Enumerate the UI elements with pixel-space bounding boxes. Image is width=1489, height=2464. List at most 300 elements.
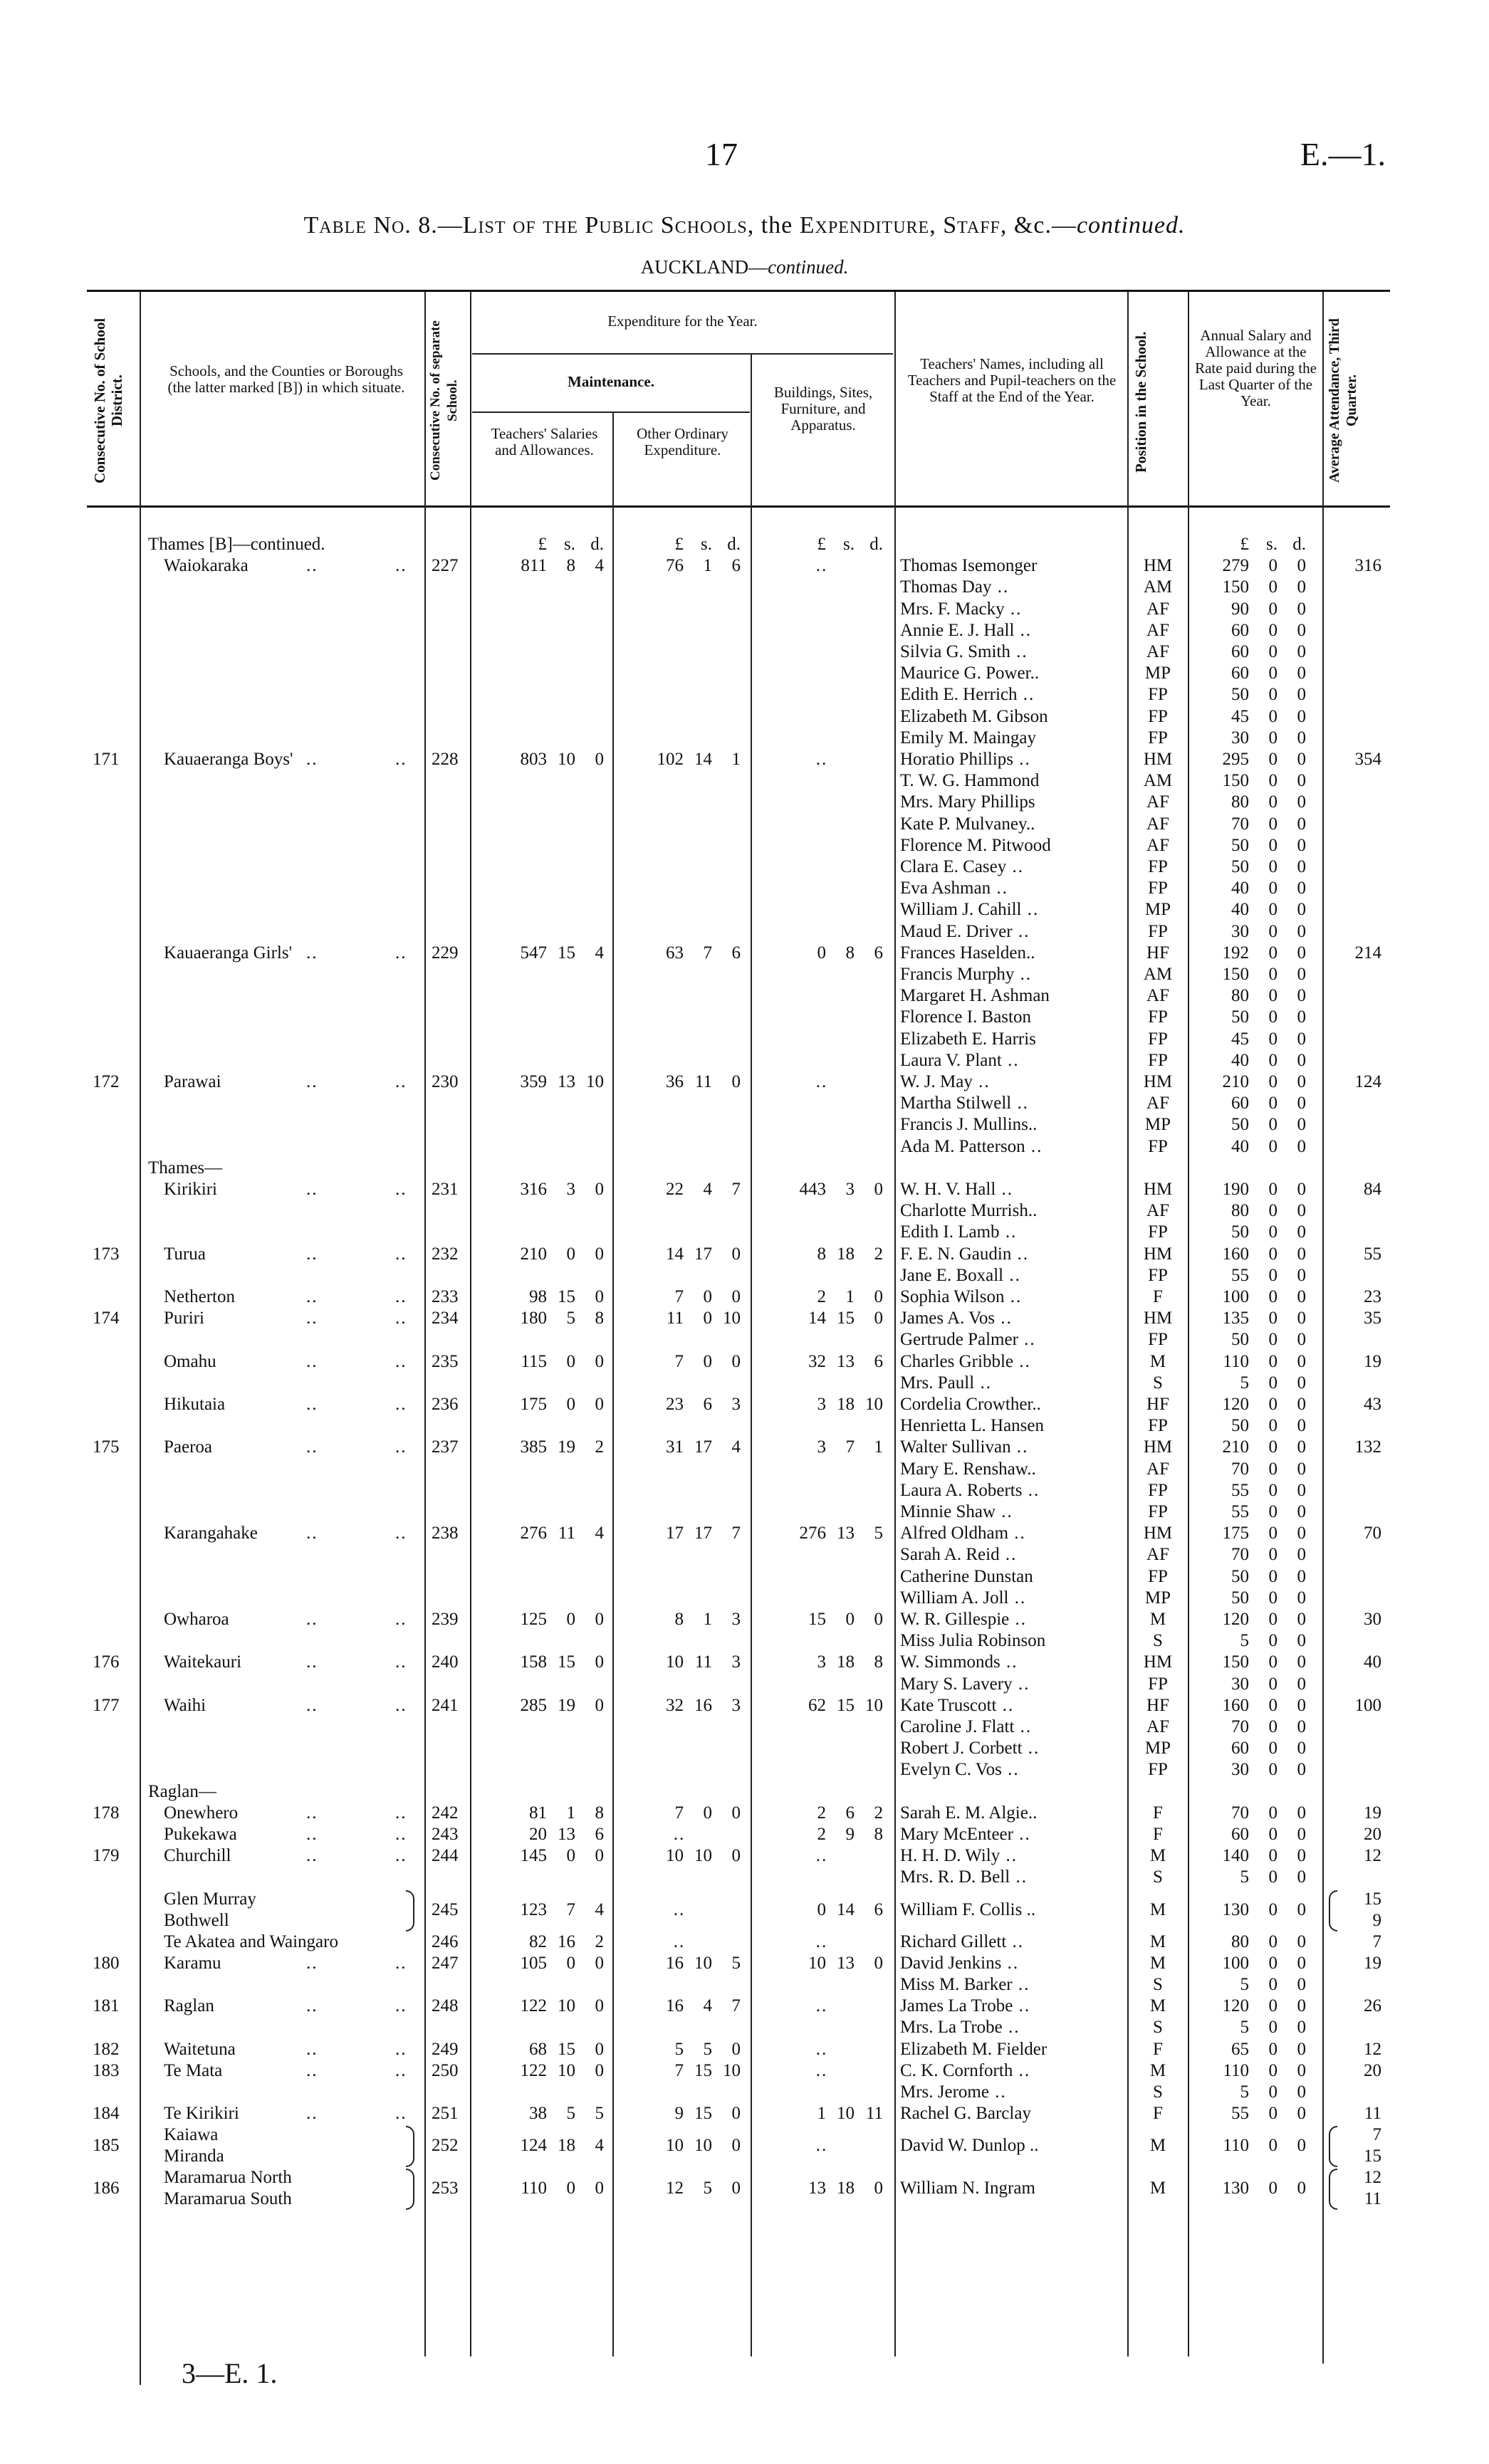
other-expenditure-amount: [618, 1953, 741, 1974]
salaries-amount: [481, 2178, 604, 2199]
leader-dots: ..: [306, 1610, 318, 1629]
leader-dots: ..: [395, 1309, 407, 1328]
amount-part: 192: [1222, 943, 1249, 963]
table-row: [0, 1523, 1489, 1544]
school-number: 237: [432, 1437, 459, 1457]
annual-salary: [1184, 1588, 1306, 1609]
annual-salary: [1184, 1738, 1306, 1759]
amount-part: 110: [1223, 1351, 1249, 1371]
salaries-amount: [481, 1308, 604, 1329]
staff-position: M: [1149, 1953, 1166, 1973]
amount-part: 0: [1268, 771, 1278, 791]
amount-part: 210: [1222, 1437, 1249, 1457]
annual-salary: [1184, 749, 1306, 770]
school-number: 247: [432, 1953, 459, 1973]
amount-part: 0: [1268, 685, 1278, 705]
school-number: 250: [432, 2060, 459, 2080]
amount-part: 8: [817, 1244, 826, 1264]
amount-part: 65: [1231, 2039, 1249, 2059]
no-amount: ..: [673, 1931, 686, 1951]
other-expenditure-amount: [618, 1308, 741, 1329]
amount-part: 10: [666, 1652, 684, 1672]
table-row: [0, 1588, 1489, 1609]
amount-part: 60: [1231, 642, 1249, 661]
teacher-name: Jane E. Boxall ..: [900, 1265, 1021, 1286]
amount-part: 0: [1297, 2104, 1306, 2124]
table-row: [0, 1007, 1489, 1028]
other-expenditure-amount: [618, 1899, 741, 1921]
amount-part: 0: [566, 1351, 575, 1371]
amount-part: 443: [799, 1180, 826, 1199]
amount-part: 0: [1297, 943, 1306, 963]
annual-salary: [1184, 985, 1306, 1007]
amount-part: 0: [595, 1610, 604, 1629]
amount-part: 7: [703, 943, 712, 963]
amount-part: 0: [731, 2136, 741, 2156]
staff-position: FP: [1148, 921, 1168, 941]
school-name: Churchill: [164, 1846, 231, 1866]
other-expenditure-amount: [618, 555, 741, 577]
amount-part: 0: [1268, 1717, 1278, 1736]
amount-part: 0: [1268, 1222, 1278, 1242]
annual-salary: [1184, 792, 1306, 813]
annual-salary: [1184, 706, 1306, 728]
amount-part: 0: [1297, 1545, 1306, 1565]
other-expenditure-amount: [618, 1695, 741, 1716]
amount-part: 11: [666, 1309, 684, 1328]
amount-part: 16: [558, 1931, 575, 1951]
amount-part: 0: [595, 2060, 604, 2080]
buildings-amount: [761, 1179, 883, 1200]
teacher-name: Rachel G. Barclay: [900, 2104, 1031, 2124]
amount-part: 0: [566, 1610, 575, 1629]
table-row: [0, 1889, 1489, 1931]
buildings-amount: [761, 1899, 883, 1921]
header-attendance: Average Attendance, Third Quarter.: [1327, 318, 1359, 483]
amount-part: 0: [1268, 1846, 1278, 1866]
annual-salary: [1184, 1695, 1306, 1716]
buildings-amount: [761, 1308, 883, 1329]
amount-part: 0: [1297, 1566, 1306, 1586]
staff-position: F: [1153, 1287, 1163, 1306]
amount-part: 0: [1268, 1996, 1278, 2016]
leader-dots: ..: [395, 943, 407, 963]
buildings-amount: [761, 943, 883, 964]
amount-part: 3: [817, 1652, 826, 1672]
amount-part: 0: [566, 1395, 575, 1414]
salaries-amount: [481, 2060, 604, 2082]
annual-salary: [1184, 1308, 1306, 1329]
amount-part: 0: [595, 1652, 604, 1672]
staff-position: AF: [1146, 1459, 1169, 1479]
amount-part: 8: [595, 1803, 604, 1823]
amount-part: 17: [694, 1524, 712, 1543]
staff-position: FP: [1148, 706, 1168, 726]
amount-part: 122: [520, 1996, 547, 2016]
buildings-amount: [761, 1996, 883, 2017]
salaries-amount: [481, 1931, 604, 1953]
amount-part: 0: [1297, 664, 1306, 683]
amount-part: 6: [874, 1351, 883, 1371]
salaries-amount: [481, 2039, 604, 2060]
table-row: [0, 2103, 1489, 2124]
staff-position: M: [1149, 2179, 1166, 2198]
annual-salary: [1184, 1899, 1306, 1921]
staff-position: HM: [1143, 750, 1173, 769]
table-row: [0, 1609, 1489, 1630]
document-reference: E.—1.: [1300, 136, 1386, 172]
amount-part: 0: [1297, 2060, 1306, 2080]
section-heading-row: [0, 534, 1489, 555]
teacher-name: Elizabeth M. Fielder: [900, 2039, 1047, 2059]
annual-salary: [1184, 599, 1306, 620]
page-footer: 3—E. 1.: [182, 2357, 278, 2389]
amount-part: 0: [1268, 1674, 1278, 1694]
amount-part: 135: [1222, 1309, 1249, 1328]
table-row: [0, 2039, 1489, 2060]
amount-part: 0: [1297, 2179, 1306, 2198]
staff-position: FP: [1148, 1330, 1168, 1350]
no-amount: ..: [673, 1825, 686, 1844]
currency-symbol: £: [674, 535, 684, 554]
amount-part: 0: [1268, 1588, 1278, 1608]
salaries-amount: [481, 1244, 604, 1265]
average-attendance: 12: [1364, 2168, 1381, 2188]
teacher-name: William J. Cahill ..: [900, 899, 1039, 921]
staff-position: AF: [1146, 1201, 1169, 1221]
school-name: Thames—: [148, 1158, 223, 1178]
amount-part: 1: [731, 750, 741, 769]
teacher-name: Mrs. Mary Phillips: [900, 792, 1035, 812]
amount-part: 102: [657, 750, 684, 769]
amount-part: 0: [1297, 620, 1306, 640]
title-part: ,: [929, 212, 944, 238]
amount-part: 0: [1297, 642, 1306, 661]
amount-part: 23: [666, 1395, 684, 1414]
table-row: [0, 1480, 1489, 1501]
amount-part: 18: [837, 1395, 855, 1414]
amount-part: 0: [1297, 792, 1306, 812]
amount-part: 0: [1297, 771, 1306, 791]
amount-part: 0: [1268, 1309, 1278, 1328]
annual-salary: [1184, 1394, 1306, 1415]
annual-salary: [1184, 1996, 1306, 2017]
amount-part: 11: [694, 1072, 712, 1091]
amount-part: 0: [1268, 1029, 1278, 1049]
annual-salary: [1184, 1286, 1306, 1308]
page-number: 17: [705, 136, 738, 172]
teacher-name: Charles Gribble ..: [900, 1351, 1031, 1373]
amount-part: 50: [1231, 1222, 1249, 1242]
currency-symbol: s.: [701, 535, 712, 554]
annual-salary: [1184, 1093, 1306, 1114]
other-expenditure-amount: [618, 1996, 741, 2017]
salaries-amount: [481, 1179, 604, 1200]
header-maintenance: Maintenance.: [568, 373, 654, 390]
amount-part: 0: [1268, 1180, 1278, 1199]
district-number: 177: [93, 1695, 120, 1715]
staff-position: M: [1149, 1996, 1166, 2016]
teacher-name: Richard Gillett ..: [900, 1931, 1024, 1953]
table-row: [0, 921, 1489, 943]
amount-part: 15: [694, 2060, 712, 2080]
table-row: [0, 1373, 1489, 1394]
table-row: [0, 1415, 1489, 1437]
amount-part: 15: [558, 1652, 575, 1672]
annual-salary: [1184, 1244, 1306, 1265]
staff-position: S: [1153, 1631, 1163, 1651]
annual-salary: [1184, 770, 1306, 792]
leader-dots: ..: [395, 1244, 407, 1264]
table-row: [0, 1437, 1489, 1458]
table-row: [0, 1953, 1489, 1974]
leader-dots: ..: [306, 1825, 318, 1844]
salaries-amount: [481, 1652, 604, 1673]
table-row: [0, 1803, 1489, 1824]
group-heading-row: [0, 1781, 1489, 1803]
amount-part: 0: [731, 1351, 741, 1371]
amount-part: 5: [1240, 1373, 1249, 1393]
amount-part: 0: [566, 1244, 575, 1264]
other-expenditure-amount: [618, 2178, 741, 2199]
staff-position: AF: [1146, 620, 1169, 640]
amount-part: 0: [1297, 728, 1306, 748]
amount-part: 0: [595, 1395, 604, 1414]
header-position: Position in the School.: [1132, 331, 1149, 473]
annual-salary: [1184, 1501, 1306, 1523]
amount-part: 0: [817, 943, 826, 963]
amount-part: 11: [558, 1524, 575, 1543]
leader-dots: ..: [395, 1953, 407, 1973]
amount-part: 55: [1231, 1265, 1249, 1285]
school-name: Kaiawa: [164, 2125, 219, 2145]
school-name: Te Akatea and Waingaro: [164, 1931, 338, 1951]
amount-part: 0: [595, 1351, 604, 1371]
leader-dots: ..: [395, 1803, 407, 1823]
annual-salary: [1184, 1544, 1306, 1566]
amount-part: 0: [731, 2039, 741, 2059]
leader-dots: ..: [306, 1652, 318, 1672]
buildings-amount: [761, 1803, 883, 1824]
amount-part: 0: [1268, 1459, 1278, 1479]
leader-dots: ..: [395, 1652, 407, 1672]
amount-part: 3: [566, 1180, 575, 1199]
amount-part: 0: [1268, 943, 1278, 963]
annual-salary: [1184, 1953, 1306, 1974]
currency-symbol: s.: [564, 535, 575, 554]
amount-part: 140: [1222, 1846, 1249, 1866]
amount-part: 210: [520, 1244, 547, 1264]
annual-salary: [1184, 2017, 1306, 2038]
other-expenditure-amount: [618, 1437, 741, 1458]
buildings-amount: [761, 1351, 883, 1373]
annual-salary: [1184, 1867, 1306, 1888]
amount-part: 13: [808, 2179, 826, 2198]
amount-part: 10: [694, 2136, 712, 2156]
no-amount: ..: [815, 1072, 828, 1091]
header-school-no: Consecutive No. of separate School.: [428, 320, 460, 481]
amount-part: 10: [558, 1996, 575, 2016]
staff-position: FP: [1148, 1007, 1168, 1027]
staff-position: HM: [1143, 1180, 1173, 1199]
staff-position: HM: [1143, 1244, 1173, 1264]
amount-part: 1: [566, 1803, 575, 1823]
amount-part: 0: [1268, 1480, 1278, 1500]
teacher-name: Ada M. Patterson ..: [900, 1136, 1043, 1158]
leader-dots: ..: [306, 1072, 318, 1091]
amount-part: 4: [703, 1996, 712, 2016]
amount-part: 2: [874, 1803, 883, 1823]
salaries-amount: [481, 1071, 604, 1093]
school-name: Netherton: [164, 1287, 235, 1306]
other-expenditure-amount: [618, 1931, 741, 1953]
amount-part: 0: [566, 1846, 575, 1866]
amount-part: 81: [529, 1803, 547, 1823]
amount-part: 8: [595, 1309, 604, 1328]
amount-part: 110: [521, 2179, 547, 2198]
amount-part: 110: [1223, 2136, 1249, 2156]
staff-position: HM: [1143, 1652, 1173, 1672]
staff-position: S: [1153, 2082, 1163, 2102]
teacher-name: Kate Truscott ..: [900, 1695, 1014, 1716]
amount-part: 120: [1222, 1610, 1249, 1629]
school-name: Hikutaia: [164, 1395, 226, 1414]
amount-part: 0: [1268, 1760, 1278, 1780]
bracket: [1329, 1890, 1337, 1931]
amount-part: 0: [1297, 986, 1306, 1006]
amount-part: 2: [874, 1244, 883, 1264]
teacher-name: Sarah E. M. Algie..: [900, 1803, 1038, 1823]
amount-part: 0: [1297, 1825, 1306, 1844]
amount-part: 10: [558, 2060, 575, 2080]
amount-part: 0: [1297, 1480, 1306, 1500]
annual-salary: [1184, 684, 1306, 706]
leader-dots: ..: [306, 2039, 318, 2059]
leader-dots: ..: [306, 1244, 318, 1264]
amount-part: 7: [674, 2060, 684, 2080]
annual-salary: [1184, 1351, 1306, 1373]
amount-part: 0: [1268, 1867, 1278, 1887]
staff-position: M: [1149, 2060, 1166, 2080]
staff-position: AF: [1146, 1717, 1169, 1736]
amount-part: 0: [1268, 1803, 1278, 1823]
amount-part: 0: [703, 1351, 712, 1371]
expenditure-rule: [472, 353, 893, 355]
bracket: [1329, 2126, 1337, 2167]
district-number: 180: [93, 1953, 120, 1973]
table-row: [0, 1029, 1489, 1050]
group-heading-row: [0, 1158, 1489, 1179]
other-expenditure-amount: [618, 1394, 741, 1415]
amount-part: 50: [1231, 1416, 1249, 1436]
staff-position: HF: [1146, 1395, 1169, 1414]
school-name: Maramarua South: [164, 2189, 292, 2209]
amount-part: 0: [1297, 1739, 1306, 1758]
amount-part: 0: [595, 1180, 604, 1199]
amount-part: 0: [1297, 556, 1306, 576]
amount-part: 0: [595, 1244, 604, 1264]
amount-part: 0: [874, 1953, 883, 1973]
school-number: 233: [432, 1287, 459, 1306]
leader-dots: ..: [395, 1072, 407, 1091]
amount-part: 0: [1268, 1136, 1278, 1156]
amount-part: 8: [874, 1825, 883, 1844]
amount-part: 0: [1268, 1330, 1278, 1350]
amount-part: 0: [1268, 620, 1278, 640]
amount-part: 0: [1268, 1695, 1278, 1715]
table-row: [0, 1050, 1489, 1071]
school-number: 251: [432, 2104, 459, 2124]
region-heading: [0, 256, 1489, 278]
amount-part: 80: [1231, 1931, 1249, 1951]
average-attendance: 55: [1364, 1244, 1381, 1264]
table-row: [0, 1931, 1489, 1953]
amount-part: 0: [1268, 1072, 1278, 1091]
table-title: [0, 212, 1489, 239]
table-row: [0, 1265, 1489, 1286]
leader-dots: ..: [395, 1610, 407, 1629]
amount-part: 45: [1231, 706, 1249, 726]
teacher-name: Francis Murphy ..: [900, 964, 1032, 985]
amount-part: 1: [703, 556, 712, 576]
teacher-name: Elizabeth E. Harris: [900, 1029, 1036, 1049]
average-attendance: 7: [1372, 2125, 1381, 2145]
amount-part: 0: [1268, 1287, 1278, 1306]
amount-part: 9: [674, 2104, 684, 2124]
staff-position: S: [1153, 1373, 1163, 1393]
amount-part: 68: [529, 2039, 547, 2059]
average-attendance: 23: [1364, 1287, 1381, 1306]
teacher-name: T. W. G. Hammond: [900, 771, 1040, 791]
amount-part: 22: [666, 1180, 684, 1199]
staff-position: HM: [1143, 1437, 1173, 1457]
no-amount: ..: [815, 750, 828, 769]
leader-dots: ..: [395, 750, 407, 769]
amount-part: 115: [521, 1351, 547, 1371]
currency-symbol: s.: [1266, 535, 1278, 554]
amount-part: 0: [1268, 965, 1278, 984]
teacher-name: Miss Julia Robinson: [900, 1631, 1046, 1651]
amount-part: 40: [1231, 879, 1249, 898]
amount-part: 50: [1231, 1588, 1249, 1608]
staff-position: MP: [1144, 1115, 1171, 1135]
other-expenditure-amount: [618, 1244, 741, 1265]
amount-part: 40: [1231, 1050, 1249, 1070]
teacher-name: Mrs. F. Macky ..: [900, 599, 1022, 620]
leader-dots: ..: [395, 1287, 407, 1306]
average-attendance: 70: [1364, 1524, 1381, 1543]
leader-dots: ..: [306, 2104, 318, 2124]
amount-part: 19: [558, 1437, 575, 1457]
average-attendance: 214: [1354, 943, 1381, 963]
amount-part: 7: [566, 1899, 575, 1919]
district-number: 181: [93, 1996, 120, 2016]
amount-part: 15: [558, 943, 575, 963]
amount-part: 0: [1268, 1373, 1278, 1393]
table-row: [0, 1759, 1489, 1781]
buildings-amount: [761, 555, 883, 577]
staff-position: FP: [1148, 1222, 1168, 1242]
amount-part: 60: [1231, 1825, 1249, 1844]
amount-part: 0: [1297, 1588, 1306, 1608]
amount-part: 0: [1297, 1029, 1306, 1049]
teacher-name: Mary S. Lavery ..: [900, 1674, 1030, 1695]
amount-part: 0: [1268, 2039, 1278, 2059]
teacher-name: Silvia G. Smith ..: [900, 641, 1028, 663]
amount-part: 0: [1297, 1136, 1306, 1156]
amount-part: 0: [595, 750, 604, 769]
annual-salary: [1184, 728, 1306, 749]
